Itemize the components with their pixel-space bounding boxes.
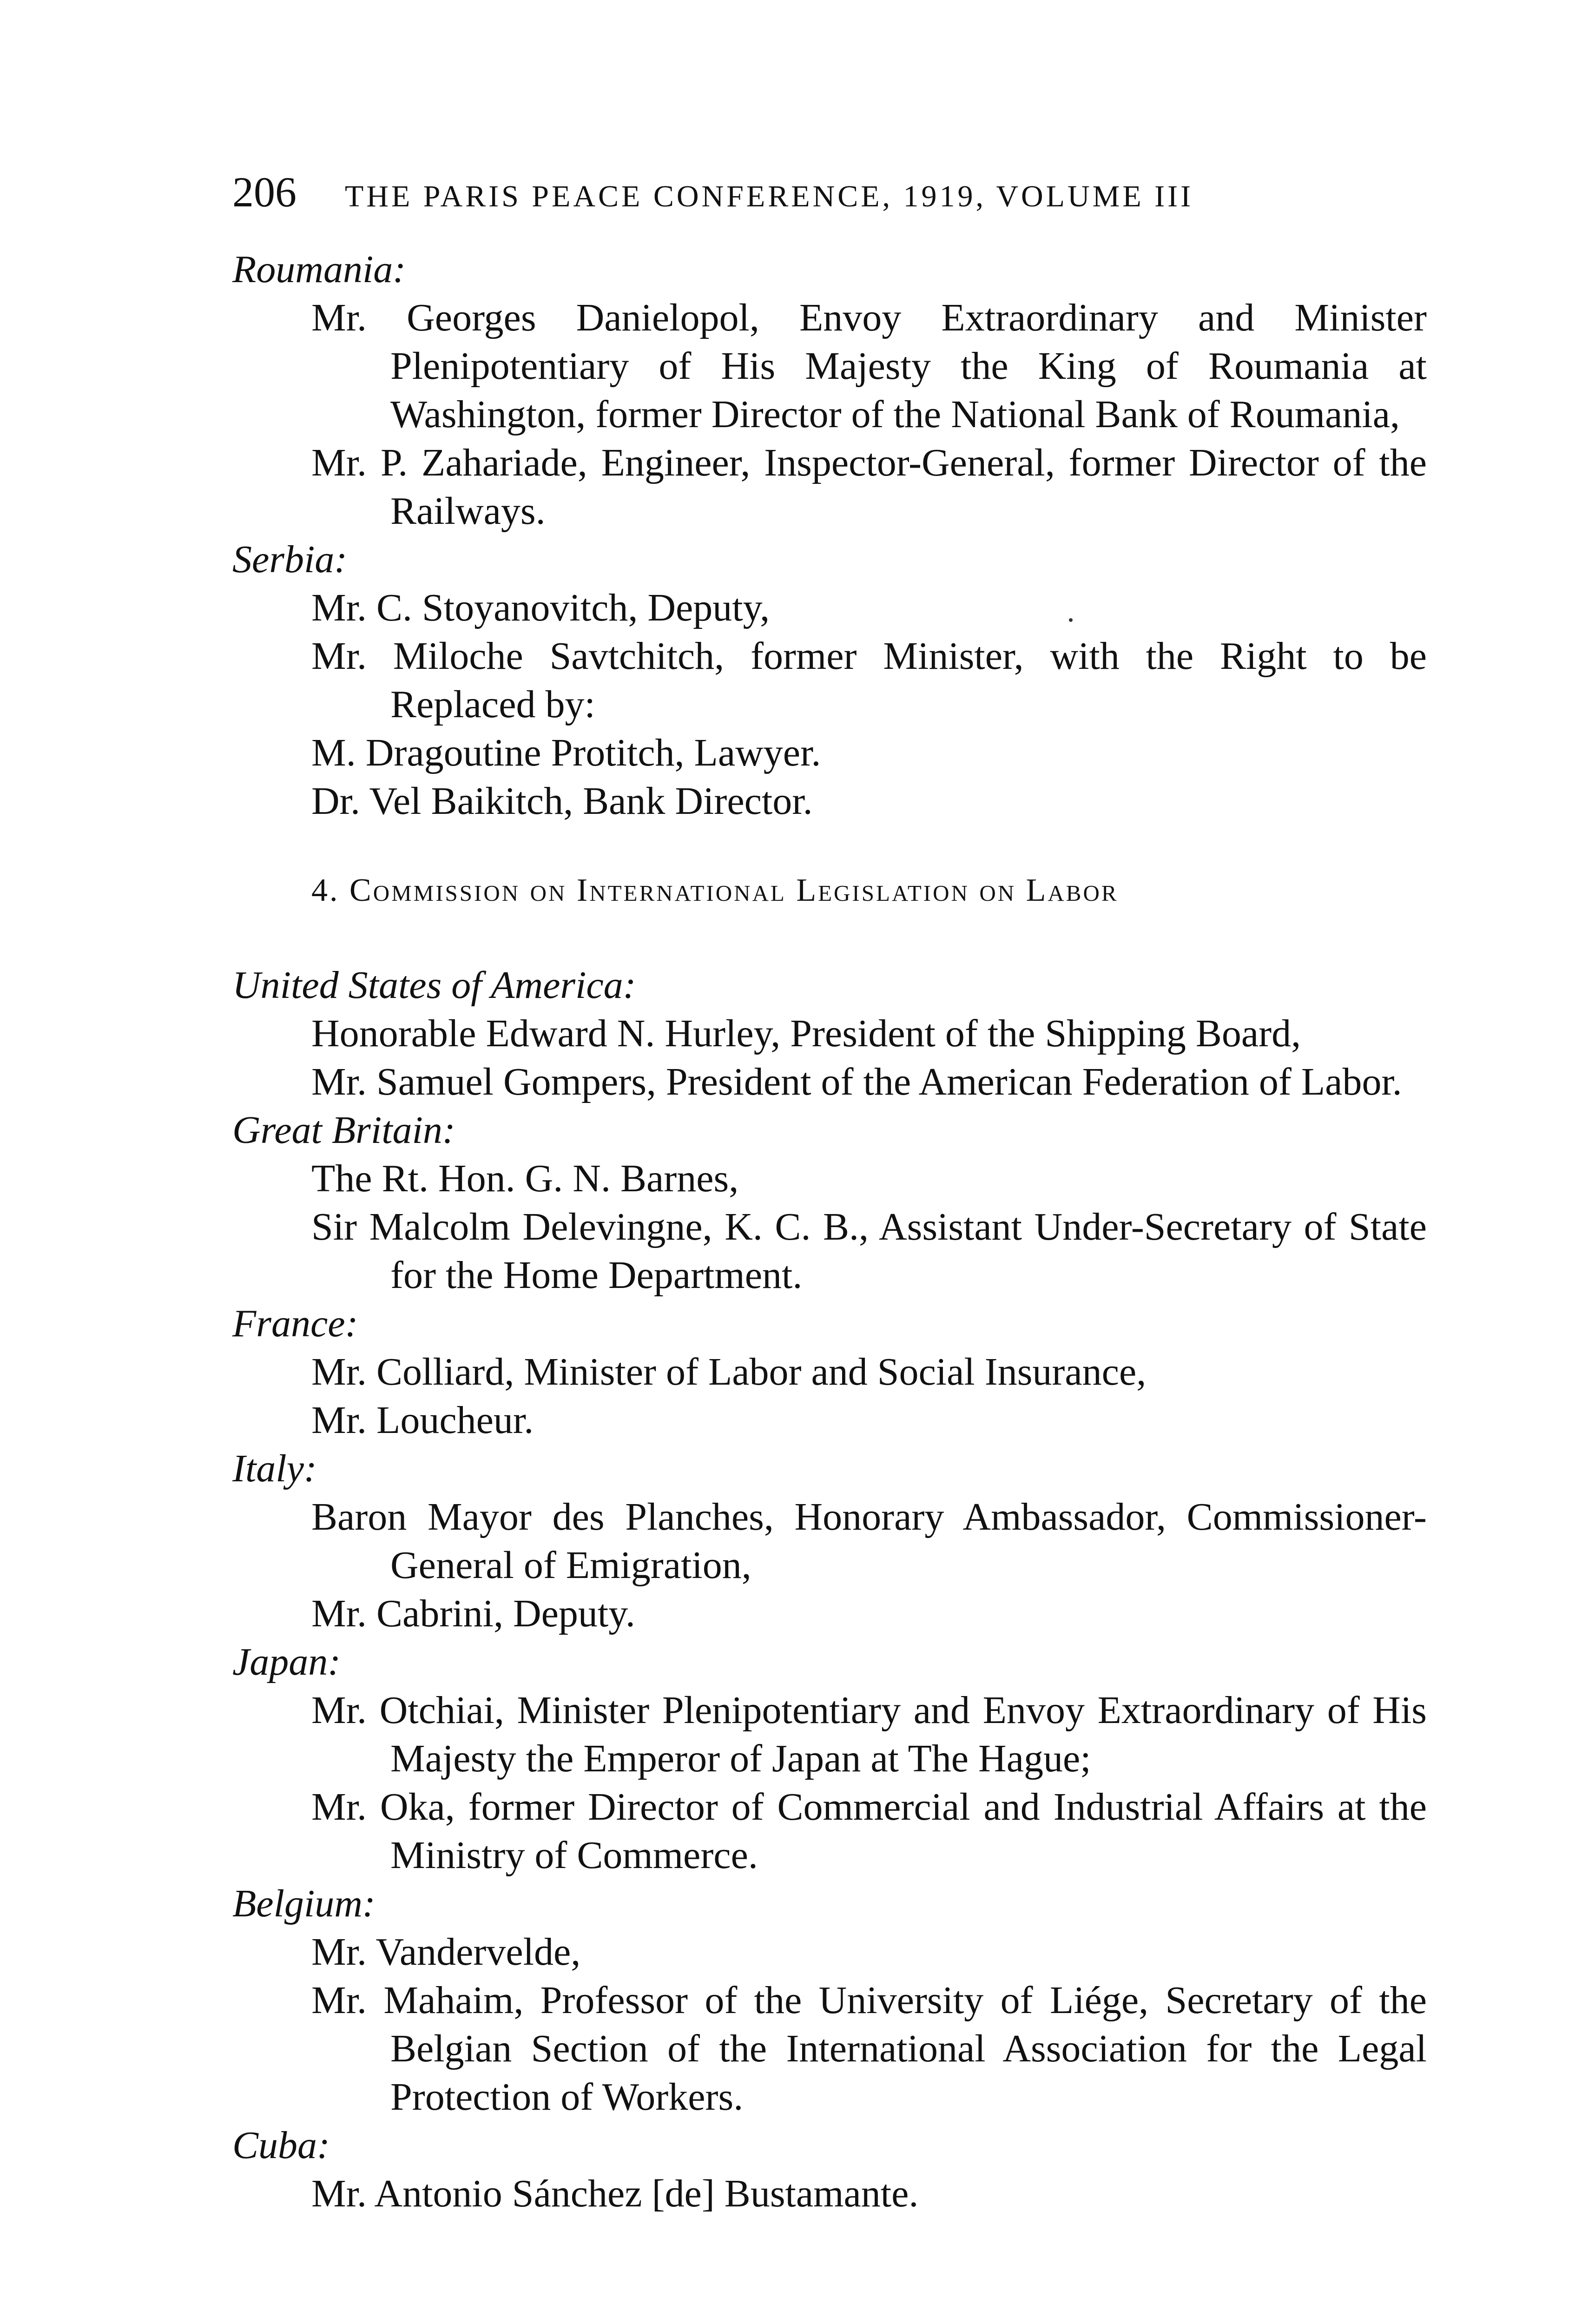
delegate-entry: Mr. P. Zahariade, Engineer, Inspector-General, former Director of the Railways. [311,441,1427,533]
country-heading: Roumania: [232,248,406,291]
delegate-entry: Dr. Vel Baikitch, Bank Director. [311,779,813,823]
country-heading: Japan: [232,1640,341,1684]
delegate-entry: M. Dragoutine Protitch, Lawyer. [311,731,821,774]
running-head [232,167,1385,218]
delegate-entry: Mr. Otchiai, Minister Plenipotentiary and Envoy Extraordinary of His Majesty the Emperor of Japan at The Hague; [311,1689,1427,1780]
delegate-entry: Honorable Edward N. Hurley, President of the Shipping Board, [311,1012,1301,1055]
delegate-entry: Mr. C. Stoyanovitch, Deputy, [311,586,770,629]
commission-title: 4. Commission on International Legislation on Labor [311,872,1119,908]
country-heading: Belgium: [232,1882,376,1925]
delegate-entry: Mr. Loucheur. [311,1399,534,1442]
running-title: THE PARIS PEACE CONFERENCE, 1919, VOLUME III [345,179,1194,213]
delegate-entry: Mr. Mahaim, Professor of the University of Liége, Secretary of the Belgian Section of the International Association for the Legal Protection of Workers. [311,1979,1427,2119]
country-heading: France: [232,1302,358,1345]
country-heading: Great Britain: [232,1109,455,1152]
delegate-entry: Mr. Samuel Gompers, President of the American Federation of Labor. [311,1060,1402,1103]
country-heading: Cuba: [232,2124,330,2167]
delegate-entry: Mr. Georges Danielopol, Envoy Extraordinary and Minister Plenipotentiary of His Majesty the King of Roumania at Washington, former Director of the National Bank of Roumania, [311,296,1427,436]
delegate-entry: Baron Mayor des Planches, Honorary Ambassador, Commissioner-General of Emigration, [311,1495,1427,1587]
page-body [232,245,1487,2218]
page-number: 206 [232,168,297,216]
delegate-entry: Mr. Miloche Savtchitch, former Minister, with the Right to be Replaced by: [311,634,1427,726]
country-heading: Italy: [232,1447,317,1490]
delegate-entry: Mr. Vandervelde, [311,1930,581,1974]
delegate-entry: Mr. Antonio Sánchez [de] Bustamante. [311,2172,919,2215]
delegate-entry: Sir Malcolm Delevingne, K. C. B., Assistant Under-Secretary of State for the Home Department. [311,1205,1427,1297]
print-speck [1069,618,1073,622]
country-heading: Serbia: [232,538,348,581]
delegate-entry: Mr. Cabrini, Deputy. [311,1592,635,1635]
country-heading: United States of America: [232,964,636,1007]
delegate-entry: The Rt. Hon. G. N. Barnes, [311,1157,739,1200]
delegate-entry: Mr. Colliard, Minister of Labor and Social Insurance, [311,1350,1147,1393]
delegate-entry: Mr. Oka, former Director of Commercial and Industrial Affairs at the Ministry of Commerce. [311,1785,1427,1877]
